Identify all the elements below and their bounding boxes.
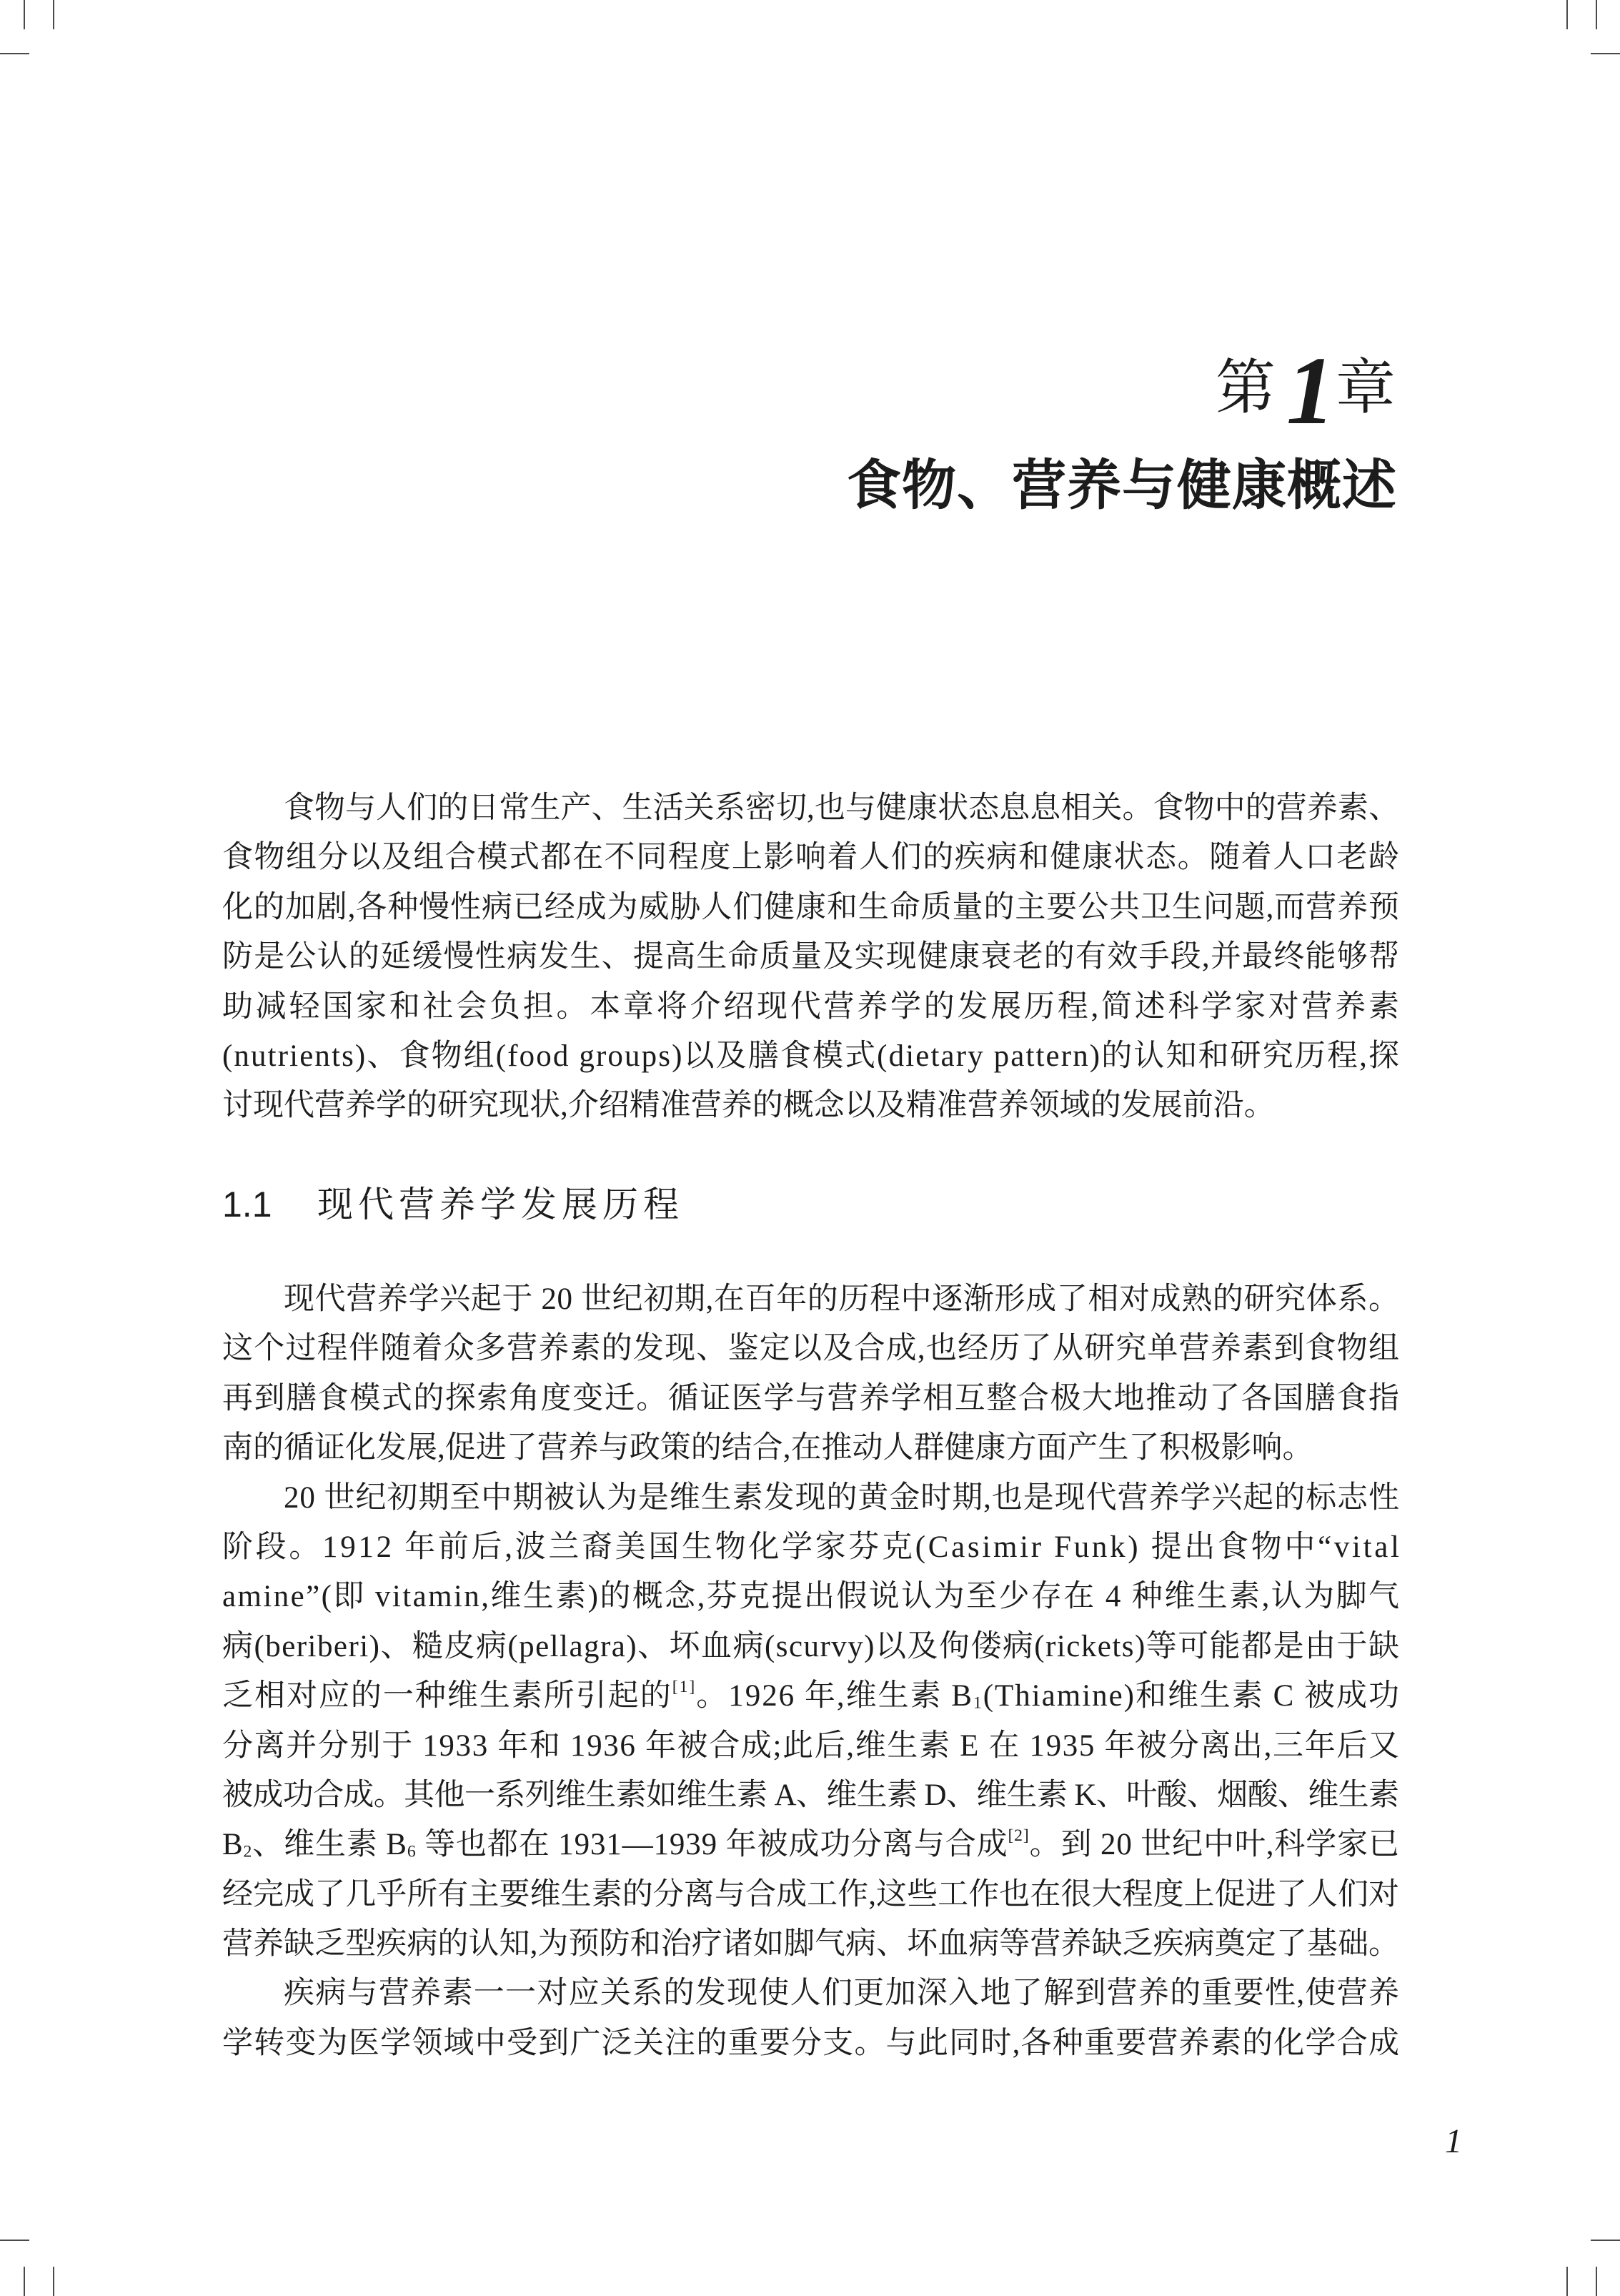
citation-superscript: [1] (672, 1678, 697, 1697)
subscript: 1 (973, 1693, 983, 1713)
line-text (222, 1423, 1313, 1473)
text-run: 疾病与营养素一一对应关系的发现使人们更加深入地了解到营养的重要性,使营养 (284, 1976, 1401, 2011)
text-run: 等也都在 1931—1939 年被成功分离与合成 (416, 1828, 1008, 1862)
text-line (222, 1423, 1399, 1473)
text-line (222, 1473, 1399, 1523)
text-line (222, 932, 1399, 981)
line-text (222, 2019, 1400, 2068)
text-line (222, 1622, 1399, 1671)
body-text (222, 1275, 1402, 2068)
text-line (222, 1081, 1399, 1130)
section-title: 现代营养学发展历程 (317, 1184, 684, 1224)
text-run: 20 世纪初期至中期被认为是维生素发现的黄金时期,也是现代营养学兴起的标志性 (284, 1480, 1400, 1515)
line-text (222, 833, 1401, 882)
text-run: 食物组分以及组合模式都在不同程度上影响着人们的疾病和健康状态。随着人口老龄 (222, 841, 1401, 875)
line-text (222, 883, 1400, 932)
text-run: 、维生素 B (252, 1828, 407, 1862)
text-line (222, 783, 1399, 833)
text-run: 讨现代营养学的研究现状,介绍精准营养的概念以及精准营养领域的发展前沿。 (222, 1089, 1275, 1123)
text-run: 食物与人们的日常生产、生活关系密切,也与健康状态息息相关。食物中的营养素、 (284, 791, 1400, 825)
subscript: 2 (243, 1842, 253, 1861)
line-text (222, 982, 1402, 1031)
text-line (222, 982, 1402, 1031)
text-line (222, 1969, 1399, 2018)
text-line (222, 1870, 1399, 1919)
text-line (222, 1771, 1399, 1820)
crop-mark (0, 53, 29, 54)
subscript: 6 (407, 1842, 417, 1861)
text-run: 营养缺乏型疾病的认知,为预防和治疗诸如脚气病、坏血病等营养缺乏疾病奠定了基础。 (222, 1927, 1400, 1961)
text-run: 防是公认的延缓慢性病发生、提高生命质量及实现健康衰老的有效手段,并最终能够帮 (222, 940, 1401, 974)
line-text (222, 1671, 1401, 1721)
crop-mark (53, 0, 54, 29)
text-run: 化的加剧,各种慢性病已经成为威胁人们健康和生命质量的主要公共卫生问题,而营养预 (222, 890, 1400, 924)
line-text (222, 1820, 1400, 1869)
crop-mark (1566, 0, 1568, 29)
text-run: 。1926 年,维生素 B (696, 1679, 973, 1713)
line-text (222, 1919, 1399, 1969)
body-paragraph (222, 1275, 1399, 1473)
citation-superscript: [2] (1008, 1826, 1030, 1846)
intro-paragraph (222, 783, 1402, 1131)
line-text (222, 1374, 1401, 1423)
text-line (222, 1031, 1399, 1081)
text-run: (nutrients)、食物组(food groups)以及膳食模式(dietary pattern)的认知和研究历程,探 (222, 1039, 1401, 1073)
section-number: 1.1 (222, 1184, 272, 1224)
line-text (284, 1969, 1400, 2018)
text-run: 再到膳食模式的探索角度变迁。循证医学与营养学相互整合极大地推动了各国膳食指 (222, 1381, 1401, 1415)
body-paragraph (222, 1969, 1399, 2068)
text-run: 学转变为医学领域中受到广泛关注的重要分支。与此同时,各种重要营养素的化学合成 (222, 2026, 1401, 2060)
chapter-title: 食物、营养与健康概述 (847, 453, 1397, 517)
text-run: B (222, 1828, 244, 1862)
text-run: 阶段。1912 年前后,波兰裔美国生物化学家芬克(Casimir Funk) 提出食物中“vital (222, 1530, 1402, 1564)
text-run: 。到 20 世纪中叶,科学家已 (1029, 1828, 1400, 1862)
text-line (222, 1671, 1399, 1721)
text-line (222, 1324, 1399, 1373)
line-text (222, 1572, 1401, 1621)
line-text (222, 932, 1400, 981)
crop-mark (24, 2267, 25, 2296)
page-number: 1 (1445, 2122, 1462, 2160)
text-run: 病(beriberi)、糙皮病(pellagra)、坏血病(scurvy)以及佝偻病(rickets)等可能都是由于缺 (222, 1629, 1401, 1663)
crop-mark (1566, 2267, 1568, 2296)
text-run: 被成功合成。其他一系列维生素如维生素 A、维生素 D、维生素 K、叶酸、烟酸、维生素 (222, 1778, 1399, 1812)
text-run: 助减轻国家和社会负担。本章将介绍现代营养学的发展历程,简述科学家对营养素 (222, 989, 1402, 1024)
text-line (222, 833, 1399, 882)
text-line (222, 1374, 1399, 1423)
text-line (222, 1275, 1399, 1324)
text-line (222, 2019, 1399, 2068)
crop-mark (24, 0, 25, 29)
line-text (222, 1523, 1402, 1572)
text-line (222, 1721, 1399, 1771)
text-run: 现代营养学兴起于 20 世纪初期,在百年的历程中逐渐形成了相对成熟的研究体系。 (284, 1282, 1400, 1316)
line-text (222, 1771, 1398, 1820)
crop-mark (53, 2267, 54, 2296)
text-line (222, 1820, 1399, 1869)
text-line (222, 1919, 1399, 1969)
text-run: 分离并分别于 1933 年和 1936 年被合成;此后,维生素 E 在 1935 年被分离出,三年后又 (222, 1728, 1401, 1763)
crop-mark (0, 2240, 29, 2241)
text-run: (Thiamine)和维生素 C 被成功 (983, 1679, 1401, 1713)
text-run: 南的循证化发展,促进了营养与政策的结合,在推动人群健康方面产生了积极影响。 (222, 1431, 1313, 1465)
text-run: amine”(即 vitamin,维生素)的概念,芬克提出假说认为至少存在 4 种维生素,认为脚气 (222, 1580, 1401, 1614)
body-paragraph (222, 1473, 1402, 1969)
line-text (284, 1275, 1400, 1324)
line-text (222, 1031, 1401, 1081)
chapter-number: 1 (1286, 337, 1335, 445)
text-run: 乏相对应的一种维生素所引起的 (222, 1679, 672, 1713)
crop-mark (1596, 2267, 1597, 2296)
chapter-label-suffix: 章 (1336, 355, 1396, 422)
line-text (222, 1622, 1400, 1671)
text-run: 这个过程伴随着众多营养素的发现、鉴定以及合成,也经历了从研究单营养素到食物组 (222, 1332, 1401, 1366)
crop-mark (1591, 2240, 1620, 2241)
line-text (284, 1473, 1400, 1523)
text-line (222, 1572, 1399, 1621)
crop-mark (1591, 53, 1620, 54)
text-run: 经完成了几乎所有主要维生素的分离与合成工作,这些工作也在很大程度上促进了人们对 (222, 1877, 1400, 1911)
chapter-label-prefix: 第 (1216, 355, 1276, 422)
line-text (222, 1324, 1400, 1373)
text-line (222, 1523, 1402, 1572)
line-text (222, 1870, 1399, 1919)
crop-mark (1596, 0, 1597, 29)
line-text (284, 783, 1399, 833)
text-line (222, 883, 1399, 932)
line-text (222, 1081, 1275, 1130)
line-text (222, 1721, 1401, 1771)
